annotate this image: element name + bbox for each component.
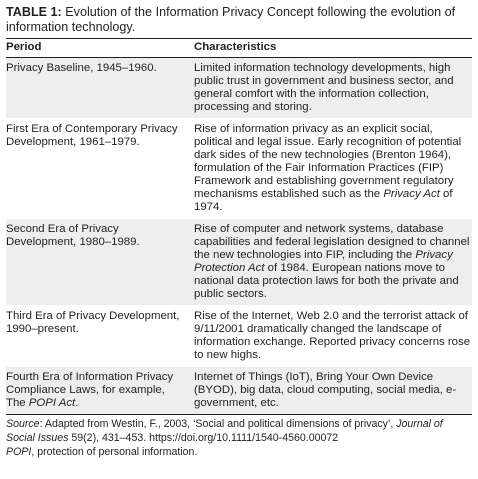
- source-text: : Adapted from Westin, F., 2003, ‘Social and political dimensions of privacy’,: [39, 418, 397, 430]
- source-label: Source: [6, 418, 40, 430]
- table-caption-label: TABLE 1:: [6, 5, 62, 19]
- journal-name: Journal of Social Issues: [6, 418, 443, 444]
- abbreviation-term: POPI: [6, 446, 32, 458]
- table-caption: [6, 5, 472, 35]
- table-row: [6, 306, 472, 367]
- characteristics-cell: Rise of the Internet, Web 2.0 and the terrorist attack of 9/11/2001 dramatically changed the landscape of information exchange. Reported privacy concerns rose to new highs.: [194, 306, 472, 367]
- act-name: Privacy Act: [383, 188, 440, 200]
- act-name: POPI Act: [28, 397, 76, 409]
- table-notes: [6, 417, 472, 459]
- table-row: [6, 219, 472, 306]
- header-characteristics: Characteristics: [194, 39, 472, 58]
- characteristics-text: of 1974.: [194, 188, 453, 213]
- privacy-evolution-table: [6, 38, 472, 415]
- characteristics-cell: Internet of Things (IoT), Bring Your Own Device (BYOD), big data, cloud computing, social media, e-government, etc.: [194, 367, 472, 415]
- header-period: Period: [6, 39, 194, 58]
- period-cell: [6, 367, 194, 415]
- source-text: 59(2), 431–453. https://doi.org/10.1111/1540-4560.00072: [68, 432, 339, 444]
- period-cell: Privacy Baseline, 1945–1960.: [6, 58, 194, 119]
- table-header-row: [6, 39, 472, 58]
- characteristics-cell: Limited information technology developments, high public trust in government and business sector, and general comfort with the information collection, processing and storing.: [194, 58, 472, 119]
- act-name: Privacy Protection Act: [194, 249, 453, 274]
- table-row: [6, 367, 472, 415]
- period-text: Fourth Era of Information Privacy Compliance Laws, for example, The: [6, 371, 174, 409]
- table-caption-text: Evolution of the Information Privacy Concept following the evolution of information technology.: [6, 5, 456, 34]
- table-row: [6, 119, 472, 219]
- characteristics-cell: [194, 219, 472, 306]
- period-cell: Second Era of Privacy Development, 1980–1989.: [6, 219, 194, 306]
- characteristics-text: of 1984. European nations move to national data protection laws for both the private and public sectors.: [194, 262, 459, 300]
- period-cell: First Era of Contemporary Privacy Development, 1961–1979.: [6, 119, 194, 219]
- period-text: .: [75, 397, 79, 409]
- abbreviation-note: [6, 445, 472, 459]
- source-note: [6, 417, 472, 445]
- characteristics-text: Rise of information privacy as an explicit social, political and legal issue. Early recognition of potential dark sides of the new technologies (Brenton 1964), formulation of the Fair Information Practices (FIP) Framework and establishing government regulatory mechanisms established such as the: [194, 123, 462, 200]
- period-cell: Third Era of Privacy Development, 1990–present.: [6, 306, 194, 367]
- table-row: [6, 58, 472, 119]
- characteristics-cell: [194, 119, 472, 219]
- abbreviation-text: , protection of personal information.: [31, 446, 198, 458]
- characteristics-text: Rise of computer and network systems, database capabilities and federal legislation designed to channel the new technologies into FIP, including the: [194, 223, 470, 261]
